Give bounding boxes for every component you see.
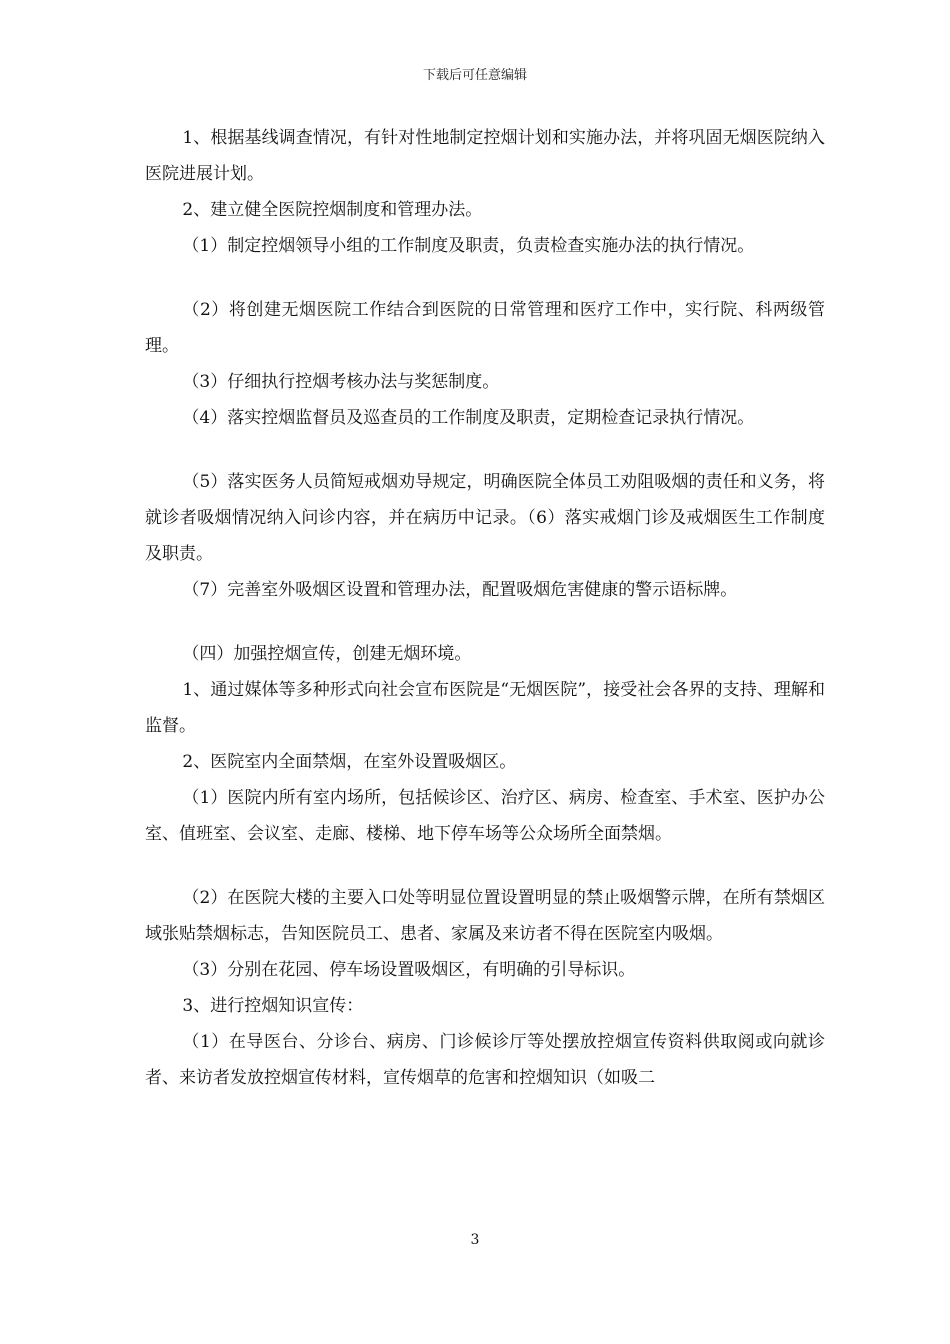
paragraph: （4）落实控烟监督员及巡查员的工作制度及职责，定期检查记录执行情况。: [182, 408, 755, 428]
paragraph: （2）在医院大楼的主要入口处等明显位置设置明显的禁止吸烟警示牌，在所有禁烟区域张贴禁烟标志，告知医院员工、患者、家属及来访者不得在医院室内吸烟。: [145, 888, 825, 944]
paragraph: （1）医院内所有室内场所，包括候诊区、治疗区、病房、检查室、手术室、医护办公室、值班室、会议室、走廊、楼梯、地下停车场等公众场所全面禁烟。: [145, 788, 825, 844]
paragraph: （3）分别在花园、停车场设置吸烟区，有明确的引导标识。: [182, 960, 636, 980]
paragraph: （四）加强控烟宣传，创建无烟环境。: [182, 644, 472, 664]
paragraph: 2、医院室内全面禁烟，在室外设置吸烟区。: [182, 752, 517, 772]
paragraph: （2）将创建无烟医院工作结合到医院的日常管理和医疗工作中，实行院、科两级管理。: [145, 300, 825, 356]
paragraph: 3、进行控烟知识宣传：: [182, 996, 364, 1016]
paragraph: 2、建立健全医院控烟制度和管理办法。: [182, 200, 483, 220]
paragraph: （1）制定控烟领导小组的工作制度及职责，负责检查实施办法的执行情况。: [182, 236, 755, 256]
page-header: 下载后可任意编辑: [422, 68, 527, 83]
paragraph: （7）完善室外吸烟区设置和管理办法，配置吸烟危害健康的警示语标牌。: [182, 580, 738, 600]
paragraph: 1、通过媒体等多种形式向社会宣布医院是“无烟医院”，接受社会各界的支持、理解和监督。: [145, 680, 825, 736]
paragraph: （5）落实医务人员简短戒烟劝导规定，明确医院全体员工劝阻吸烟的责任和义务，将就诊者吸烟情况纳入问诊内容，并在病历中记录。（6）落实戒烟门诊及戒烟医生工作制度及职责。: [145, 472, 825, 564]
paragraph: 1、根据基线调查情况，有针对性地制定控烟计划和实施办法，并将巩固无烟医院纳入医院进展计划。: [145, 128, 825, 184]
page-number: 3: [470, 1232, 480, 1248]
document-body: [145, 120, 825, 1096]
paragraph: （1）在导医台、分诊台、病房、门诊候诊厅等处摆放控烟宣传资料供取阅或向就诊者、来访者发放控烟宣传材料，宣传烟草的危害和控烟知识（如吸二: [145, 1032, 825, 1088]
paragraph: （3）仔细执行控烟考核办法与奖惩制度。: [182, 372, 500, 392]
